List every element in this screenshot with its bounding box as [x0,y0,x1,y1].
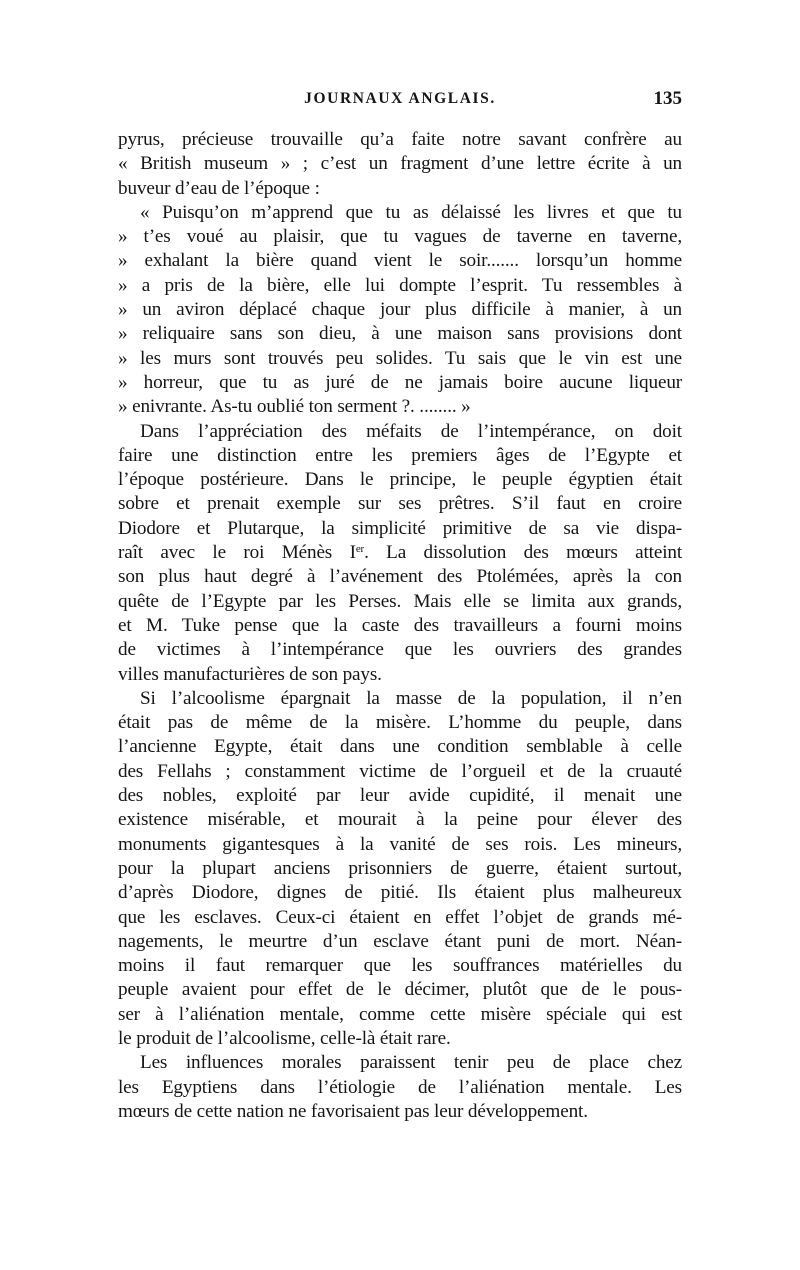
quote-line: » reliquaire sans son dieu, à une maison sans provisions dont [118,323,682,345]
text-line: l’époque postérieure. Dans le principe, le peuple égyptien était [118,469,682,491]
quote-line: « Puisqu’on m’apprend que tu as délaissé les livres et que tu [140,201,682,223]
text-line: Diodore et Plutarque, la simplicité primitive de sa vie dispa- [118,517,682,539]
text-line: de victimes à l’intempérance que les ouvriers des grandes [118,639,682,661]
text-line: moins il faut remarquer que les souffrances matérielles du [118,955,682,977]
page-number: 135 [653,88,682,109]
quote-line: » a pris de la bière, elle lui dompte l’esprit. Tu ressembles à [118,274,682,296]
body-text [118,128,682,1124]
running-head [118,88,682,114]
text-line: villes manufacturières de son pays. [118,663,382,685]
text-line: que les esclaves. Ceux-ci étaient en effet l’objet de grands mé- [118,906,682,928]
text-line: faire une distinction entre les premiers âges de l’Egypte et [118,444,682,466]
text-line: le produit de l’alcoolisme, celle-là était rare. [118,1027,451,1049]
text-line: quête de l’Egypte par les Perses. Mais elle se limita aux grands, [118,590,682,612]
text-line: Les influences morales paraissent tenir peu de place chez [140,1052,682,1074]
text-line: nagements, le meurtre d’un esclave étant puni de mort. Néan- [118,930,682,952]
text-line: monuments gigantesques à la vanité de ses rois. Les mineurs, [118,833,682,855]
text-line-with-superscript: raît avec le roi Ménès Ier. La dissolution des mœurs atteint [118,542,682,564]
text-line: peuple avaient pour effet de le décimer, plutôt que de le pous- [118,979,682,1001]
text-line: buveur d’eau de l’époque : [118,177,320,199]
text-line: et M. Tuke pense que la caste des travailleurs a fourni moins [118,614,682,636]
text-line: d’après Diodore, dignes de pitié. Ils étaient plus malheureux [118,882,682,904]
quote-line: » horreur, que tu as juré de ne jamais boire aucune liqueur [118,371,682,393]
text-line: sobre et prenait exemple sur ses prêtres. S’il faut en croire [118,493,682,515]
quote-line: » enivrante. As-tu oublié ton serment ?. ........ » [118,396,471,418]
text-line: des Fellahs ; constamment victime de l’orgueil et de la cruauté [118,760,682,782]
text-line: l’ancienne Egypte, était dans une condition semblable à celle [118,736,682,758]
text-line: ser à l’aliénation mentale, comme cette misère spéciale qui est [118,1003,682,1025]
text-line: existence misérable, et mourait à la peine pour élever des [118,809,682,831]
text-line: son plus haut degré à l’avénement des Ptolémées, après la con [118,566,682,588]
text-line: était pas de même de la misère. L’homme du peuple, dans [118,712,682,734]
quote-line: » t’es voué au plaisir, que tu vagues de taverne en taverne, [118,226,682,248]
quote-line: » exhalant la bière quand vient le soir....... lorsqu’un homme [118,250,682,272]
text-line: Dans l’appréciation des méfaits de l’intempérance, on doit [140,420,682,442]
quote-line: » un aviron déplacé chaque jour plus difficile à manier, à un [118,299,682,321]
text-line: « British museum » ; c’est un fragment d’une lettre écrite à un [118,153,682,175]
text-line: Si l’alcoolisme épargnait la masse de la population, il n’en [140,687,682,709]
text-line: pour la plupart anciens prisonniers de guerre, étaient surtout, [118,857,682,879]
text-line: pyrus, précieuse trouvaille qu’a faite notre savant confrère au [118,129,682,150]
text-line: les Egyptiens dans l’étiologie de l’aliénation mentale. Les [118,1076,682,1098]
quote-line: » les murs sont trouvés peu solides. Tu sais que le vin est une [118,347,682,369]
text-line: mœurs de cette nation ne favorisaient pas leur développement. [118,1100,588,1122]
running-title: JOURNAUX ANGLAIS. [304,90,496,107]
text-line: des nobles, exploité par leur avide cupidité, il menait une [118,785,682,807]
